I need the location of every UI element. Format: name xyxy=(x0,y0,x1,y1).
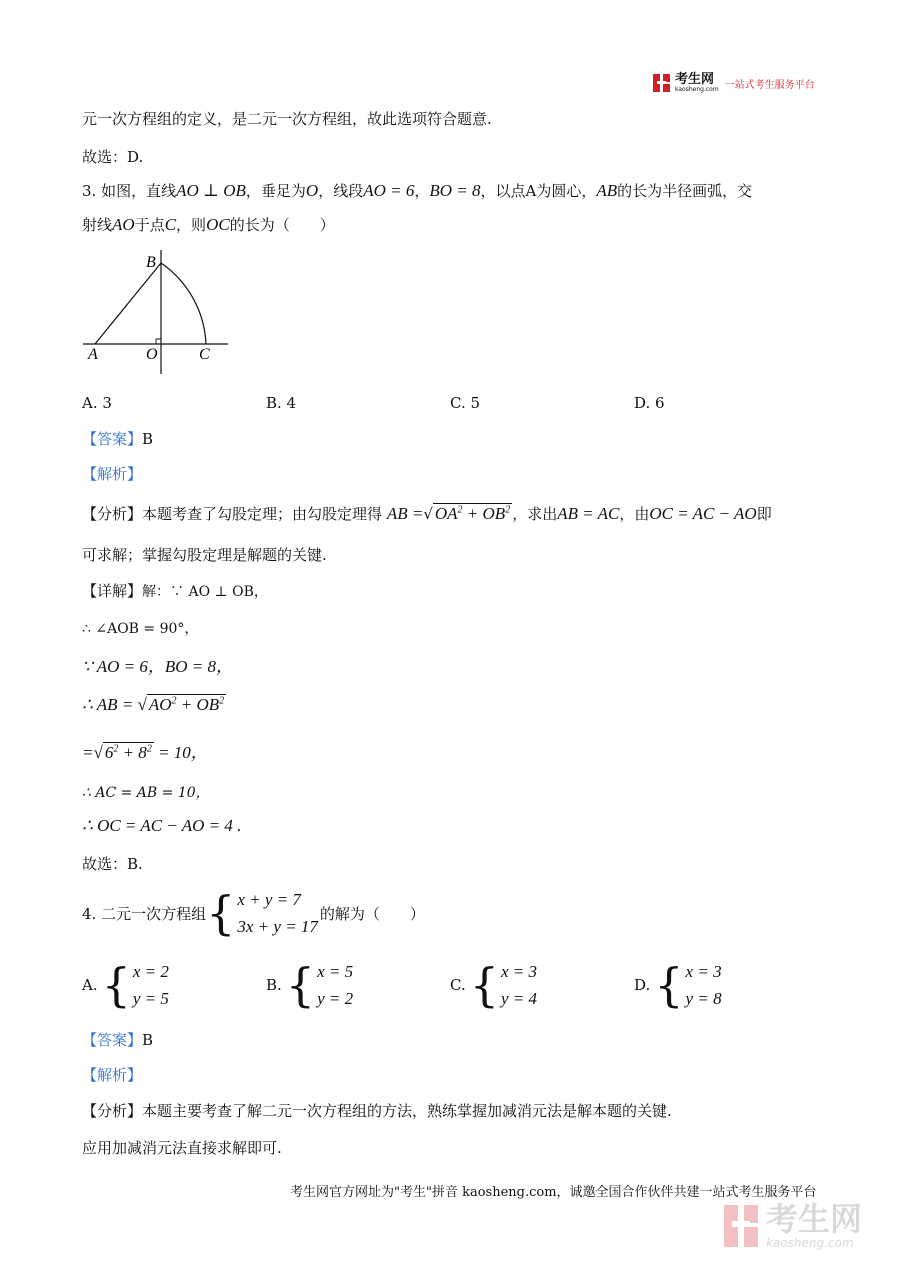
q3-analysis-line2: 可求解；掌握勾股定理是解题的关键. xyxy=(82,546,327,564)
q3-step-6: ∴ OC = AC − AO = 4 . xyxy=(82,816,242,835)
q4-jiexi-tag: 【解析】 xyxy=(82,1066,143,1084)
watermark xyxy=(722,1202,862,1250)
watermark-cn: 考生网 xyxy=(766,1200,863,1238)
label-c: C xyxy=(199,346,210,363)
footer-text: 考生网官方网址为"考生"拼音 kaosheng.com，诚邀全国合作伙伴共建一站式考生服务平台 xyxy=(290,1185,817,1200)
prev-choose: 故选：D. xyxy=(82,148,144,166)
q4-option-b: B. { x = 5 y = 2 xyxy=(266,958,354,1012)
q3-stem-line1: 3. 如图，直线AO ⊥ OB，垂足为O，线段AO = 6，BO = 8，以点A为圆心，AB的长为半径画弧，交 xyxy=(82,181,753,200)
q3-detail-line1: 【详解】解：∵ AO ⊥ OB， xyxy=(82,582,268,600)
q3-step-4: =√ $6^2 + 8^2 = 10$， xyxy=(82,743,208,762)
watermark-logo-icon xyxy=(722,1203,762,1249)
q3-step-3: ∴ AB = √ $AO^2 + OB^2$ xyxy=(82,695,225,714)
q3-answer: 【答案】B xyxy=(82,430,154,448)
q3-option-d: D. 6 xyxy=(634,394,665,412)
q4-analysis-line2: 应用加减消元法直接求解即可. xyxy=(82,1139,282,1157)
brand-en: kaosheng.com xyxy=(675,86,719,93)
q3-step-5: ∴ AC = AB = 10， xyxy=(82,785,210,801)
q3-jiexi-tag: 【解析】 xyxy=(82,465,143,483)
segment-ab xyxy=(95,263,161,344)
q3-stem-line2: 射线AO于点C，则OC的长为（ ） xyxy=(82,215,335,234)
header-logo xyxy=(652,73,815,93)
right-angle-mark xyxy=(156,339,161,344)
q4-option-d: D. { x = 3 y = 8 xyxy=(634,958,722,1012)
label-a: A xyxy=(88,346,98,363)
prev-line: 元一次方程组的定义，是二元一次方程组，故此选项符合题意. xyxy=(82,110,492,128)
q3-option-c: C. 5 xyxy=(450,394,481,412)
q3-step-2: ∵ AO = 6，BO = 8， xyxy=(82,657,234,676)
watermark-en: kaosheng.com xyxy=(766,1236,854,1250)
q3-option-b: B. 4 xyxy=(266,394,297,412)
q4-stem: 4. 二元一次方程组 { x + y = 7 3x + y = 17 的解为（ ） xyxy=(82,886,425,940)
q4-option-c: C. { x = 3 y = 4 xyxy=(450,958,538,1012)
q3-choose: 故选：B. xyxy=(82,855,143,873)
q4-option-a: A. { x = 2 y = 5 xyxy=(82,958,169,1012)
q4-answer: 【答案】B xyxy=(82,1031,154,1049)
brand-cn: 考生网 xyxy=(675,72,715,87)
kaosheng-logo-icon xyxy=(652,73,672,93)
q3-step-1: ∴ ∠AOB = 90°， xyxy=(82,621,199,637)
q3-option-a: A. 3 xyxy=(82,394,112,412)
header-slogan: 一站式考生服务平台 xyxy=(724,79,815,91)
q3-analysis-line1: 【分析】本题考查了勾股定理；由勾股定理得 AB =√ $OA^2 + OB^2$ ，求出AB = AC，由OC = AC − AO即 xyxy=(82,504,772,523)
label-o: O xyxy=(146,346,158,363)
arc-bc xyxy=(161,263,206,344)
q4-analysis-line1: 【分析】本题主要考查了解二元一次方程组的方法，熟练掌握加减消元法是解本题的关键. xyxy=(82,1102,672,1120)
label-b: B xyxy=(146,254,156,271)
q3-figure xyxy=(80,250,240,375)
